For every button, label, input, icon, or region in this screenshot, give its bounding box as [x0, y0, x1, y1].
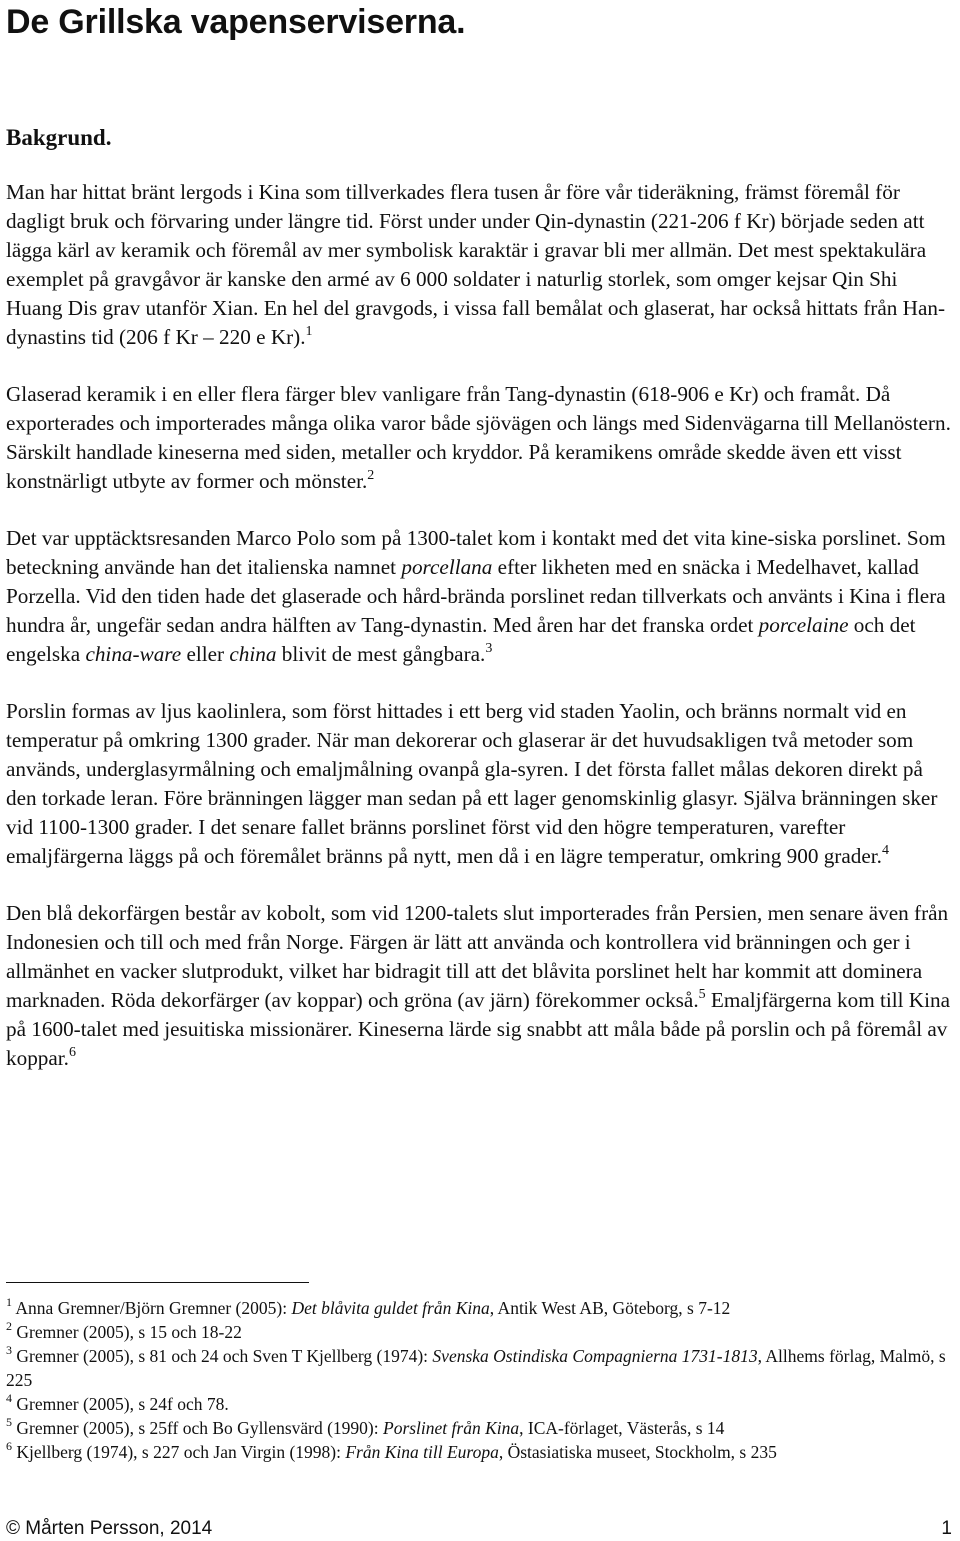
- footnote-reference: 1: [305, 324, 313, 339]
- text-run: , Antik West AB, Göteborg, s 7-12: [489, 1298, 731, 1318]
- copyright-text: © Mårten Persson, 2014: [6, 1518, 213, 1539]
- footnote-divider: [6, 1282, 309, 1283]
- text-run: Gremner (2005), s 25ff och Bo Gyllensvärd (1990):: [12, 1418, 383, 1438]
- text-run: , Allhems förlag, Malmö, s 225: [6, 1346, 946, 1390]
- text-run: Det var upptäcktsresanden Marco Polo som på 1300-talet kom i kontakt med det vita kine-siska porslinet. Som beteckning använde han det italienska namnet: [6, 526, 946, 579]
- text-run: , Östasiatiska museet, Stockholm, s 235: [498, 1442, 777, 1462]
- italic-text: Från Kina till Europa: [345, 1442, 499, 1462]
- footnote: [6, 1296, 956, 1320]
- italic-text: china-ware: [85, 642, 182, 666]
- section-heading: Bakgrund.: [6, 125, 112, 150]
- text-run: och det engelska: [6, 613, 916, 666]
- paragraph: [6, 524, 956, 669]
- text-run: Man har hittat bränt lergods i Kina som tillverkades flera tusen år före vår tideräkning, främst föremål för dagligt bruk och förvaring under längre tid. Först under under Qin-dynastin (221-206 f Kr) började seden att lägga kärl av keramik och föremål av mer symbolisk karaktär i gravar bli mer allmän. Det mest spektakulära exemplet på gravgåvor är kanske den armé av 6 000 soldater i naturlig storlek, som omger kejsar Qin Shi Huang Dis grav utanför Xian. En hel del gravgods, i vissa fall bemålat och glaserat, har också hittats från Han-dynastins tid (206 f Kr – 220 e Kr).: [6, 180, 946, 349]
- footnote: [6, 1392, 956, 1416]
- paragraph: [6, 380, 956, 496]
- body-text: [6, 178, 956, 1073]
- footnotes: [6, 1296, 956, 1464]
- text-run: , ICA-förlaget, Västerås, s 14: [519, 1418, 725, 1438]
- footnote-reference: 1: [6, 1295, 12, 1309]
- text-run: Gremner (2005), s 24f och 78.: [12, 1394, 229, 1414]
- italic-text: porcelaine: [758, 613, 849, 637]
- footnote-reference: 3: [485, 641, 493, 656]
- text-run: efter likheten med en snäcka i Medelhavet, kallad Porzella. Vid den tiden hade det glaserade och hård-brända porslinet redan tillverkats och använts i Kina i flera hundra år, ungefär sedan andra hälften av Tang-dynastin. Med åren har det franska ordet: [6, 555, 946, 637]
- footnote: [6, 1416, 956, 1440]
- text-run: Gremner (2005), s 81 och 24 och Sven T Kjellberg (1974):: [12, 1346, 433, 1366]
- text-run: Den blå dekorfärgen består av kobolt, som vid 1200-talets slut importerades från Persien, men senare även från Indonesien och till och med från Norge. Färgen är lätt att använda och kontrollera vid bränningen och ger i allmänhet en vacker slutprodukt, vilket har bidragit till att det blåvita porslinet helt har kommit att dominera marknaden. Röda dekorfärger (av koppar) och gröna (av järn) förekommer också.: [6, 901, 949, 1012]
- text-run: Kjellberg (1974), s 227 och Jan Virgin (1998):: [12, 1442, 346, 1462]
- footnote-reference: 5: [698, 987, 706, 1002]
- document-title: De Grillska vapenserviserna.: [6, 3, 466, 41]
- footnote-reference: 2: [367, 468, 375, 483]
- italic-text: Porslinet från Kina: [383, 1418, 520, 1438]
- footnote-reference: 2: [6, 1319, 12, 1333]
- italic-text: Det blåvita guldet från Kina: [291, 1298, 490, 1318]
- footnote-reference: 3: [6, 1343, 12, 1357]
- paragraph: [6, 899, 956, 1073]
- footnote-reference: 5: [6, 1415, 12, 1429]
- italic-text: porcellana: [401, 555, 493, 579]
- footnote: [6, 1344, 956, 1392]
- italic-text: china: [229, 642, 277, 666]
- paragraph: [6, 178, 956, 352]
- italic-text: Svenska Ostindiska Compagnierna 1731-1813: [432, 1346, 758, 1366]
- footnote: [6, 1320, 956, 1344]
- paragraph: [6, 697, 956, 871]
- text-run: Emaljfärgerna kom till Kina på 1600-talet med jesuitiska missionärer. Kineserna lärde sig snabbt att måla både på porslin och på föremål av koppar.: [6, 988, 950, 1070]
- text-run: Gremner (2005), s 15 och 18-22: [12, 1322, 242, 1342]
- footnote-reference: 4: [6, 1391, 12, 1405]
- footnote: [6, 1440, 956, 1464]
- footnote-reference: 4: [881, 843, 889, 858]
- text-run: blivit de mest gångbara.: [276, 642, 486, 666]
- text-run: eller: [181, 642, 230, 666]
- page-number: 1: [941, 1518, 952, 1539]
- footnote-reference: 6: [6, 1439, 12, 1453]
- text-run: Porslin formas av ljus kaolinlera, som först hittades i ett berg vid staden Yaolin, och bränns normalt vid en temperatur på omkring 1300 grader. När man dekorerar och glaserar är det huvudsakligen två metoder som används, underglasyrmålning och emaljmålning ovanpå gla-syren. I det första fallet målas dekoren direkt på den torkade leran. Före bränningen lägger man sedan på ett lager genomskinlig glasyr. Själva bränningen sker vid 1100-1300 grader. I det senare fallet bränns porslinet först vid den högre temperaturen, varefter emaljfärgerna läggs på och föremålet bränns på nytt, men då i en lägre temperatur, omkring 900 grader.: [6, 699, 938, 868]
- footnote-reference: 6: [68, 1045, 76, 1060]
- text-run: Anna Gremner/Björn Gremner (2005):: [12, 1298, 292, 1318]
- text-run: Glaserad keramik i en eller flera färger blev vanligare från Tang-dynastin (618-906 e Kr) och framåt. Då exporterades och importerades många olika varor både sjövägen och längs med Sidenvägarna till Mellanöstern. Särskilt handlade kineserna med siden, metaller och kryddor. På keramikens område skedde även ett visst konstnärligt utbyte av former och mönster.: [6, 382, 951, 493]
